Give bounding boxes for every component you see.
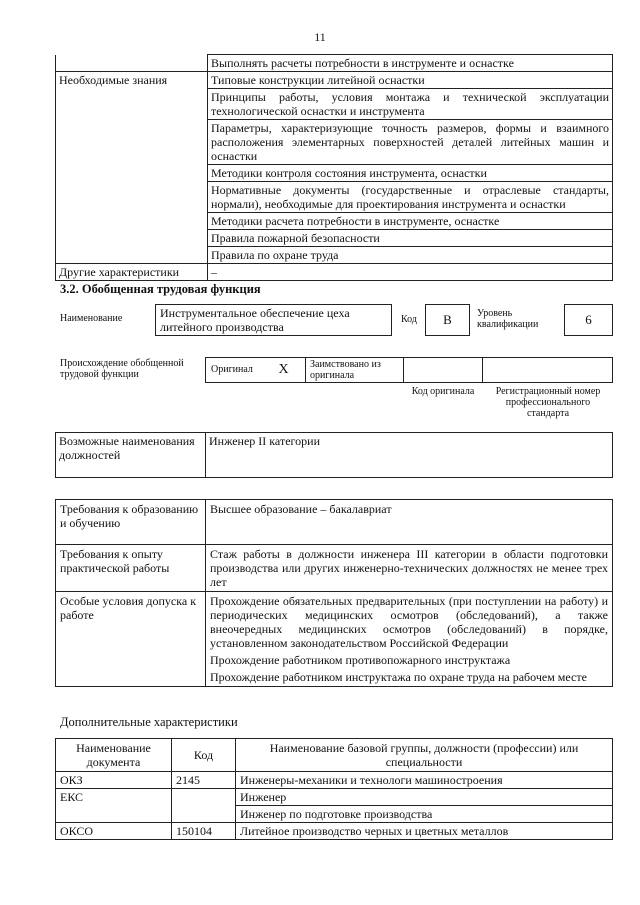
row-value: Принципы работы, условия монтажа и технической эксплуатации технологической оснастки и инструмента [208, 89, 613, 120]
table-row [56, 55, 613, 72]
education-value: Высшее образование – бакалавриат [206, 500, 613, 545]
positions-label: Возможные наименования должностей [56, 433, 206, 478]
original-mark: X [262, 357, 306, 383]
code-label: Код [401, 314, 417, 325]
row-value: Типовые конструкции литейной оснастки [208, 72, 613, 89]
row-value: – [208, 264, 613, 281]
row-value: Методики контроля состояния инструмента, оснастки [208, 165, 613, 182]
reg-number-caption: Регистрационный номер профессионального стандарта [495, 386, 601, 419]
cell-name: Инженер по подготовке производства [236, 806, 613, 823]
table-row [56, 545, 613, 592]
cell-doc: ЕКС [56, 789, 172, 823]
cell-doc: ОКСО [56, 823, 172, 840]
cell-code: 150104 [172, 823, 236, 840]
table-row [56, 433, 613, 478]
special-label: Особые условия допуска к работе [56, 592, 206, 687]
table-row [56, 592, 613, 687]
table-row [56, 823, 613, 840]
section-heading: 3.2. Обобщенная трудовая функция [60, 282, 261, 296]
cell-name: Литейное производство черных и цветных металлов [236, 823, 613, 840]
header-code: Код [172, 739, 236, 772]
special-item: Прохождение работником инструктажа по охране труда на рабочем месте [210, 670, 587, 684]
experience-label: Требования к опыту практической работы [56, 545, 206, 592]
name-value: Инструментальное обеспечение цеха литейного производства [155, 304, 392, 336]
code-original-caption: Код оригинала [411, 386, 475, 397]
special-item: Прохождение работником противопожарного инструктажа [210, 653, 511, 667]
code-value: В [425, 304, 470, 336]
cell-name: Инженеры-механики и технологи машиностроения [236, 772, 613, 789]
table-row [56, 789, 613, 806]
table-row [56, 772, 613, 789]
level-value: 6 [564, 304, 613, 336]
special-item: Прохождение обязательных предварительных (при поступлении на работу) и периодических медицинских осмотров (обследований), а также внеочередных медицинских осмотров (обследований) в порядке, установленном законодательством Российской Федерации [210, 594, 608, 650]
borrowed-label: Заимствовано из оригинала [310, 359, 381, 381]
name-label: Наименование [60, 313, 123, 324]
table-row [56, 500, 613, 545]
original-label: Оригинал [211, 364, 253, 375]
additional-table [55, 738, 613, 840]
page-number: 11 [314, 30, 326, 44]
header-doc: Наименование документа [56, 739, 172, 772]
table-header-row [56, 739, 613, 772]
cell-code [172, 789, 236, 823]
positions-table [55, 432, 613, 478]
header-name: Наименование базовой группы, должности (профессии) или специальности [236, 739, 613, 772]
experience-value: Стаж работы в должности инженера III категории в области подготовки производства или других инженерно-технических должностях не менее трех лет [206, 545, 613, 592]
cell-name: Инженер [236, 789, 613, 806]
education-label: Требования к образованию и обучению [56, 500, 206, 545]
knowledge-table [55, 54, 613, 281]
row-label [56, 55, 208, 72]
row-value: Правила по охране труда [208, 247, 613, 264]
row-value: Методики расчета потребности в инструменте, оснастке [208, 213, 613, 230]
additional-heading: Дополнительные характеристики [60, 715, 238, 729]
cell-doc: ОКЗ [56, 772, 172, 789]
table-row [56, 72, 613, 89]
row-value: Выполнять расчеты потребности в инструменте и оснастке [208, 55, 613, 72]
row-value: Параметры, характеризующие точность размеров, формы и взаимного расположения элементарных поверхностей деталей литейных машин и оснастки [208, 120, 613, 165]
row-label: Необходимые знания [56, 72, 208, 264]
cell-code: 2145 [172, 772, 236, 789]
row-value: Нормативные документы (государственные и отраслевые стандарты, нормали), необходимые для проектирования инструмента и оснастки [208, 182, 613, 213]
table-row [56, 264, 613, 281]
row-value: Правила пожарной безопасности [208, 230, 613, 247]
positions-value: Инженер II категории [206, 433, 613, 478]
special-values [206, 592, 613, 687]
row-label: Другие характеристики [56, 264, 208, 281]
requirements-table [55, 499, 613, 687]
code-original-cell [403, 357, 483, 383]
origin-label: Происхождение обобщенной трудовой функции [60, 358, 184, 380]
level-label: Уровень квалификации [477, 308, 539, 330]
